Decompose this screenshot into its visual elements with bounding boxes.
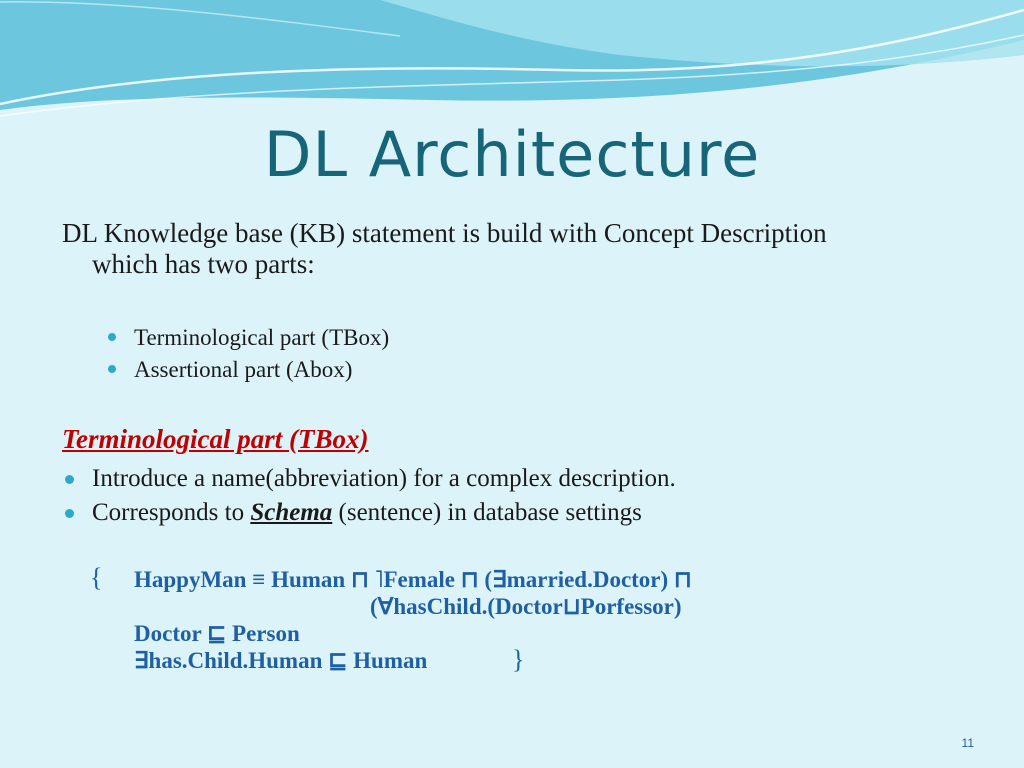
list-item	[108, 322, 389, 354]
list-item	[62, 496, 676, 530]
formula-line-haschild-human: ∃has.Child.Human ⊑ Human	[134, 648, 428, 673]
close-brace: }	[512, 645, 525, 674]
bullet-corresponds-prefix: Corresponds to	[92, 499, 251, 526]
formula-line-happyman: HappyMan ≡ Human ⊓ ˥Female ⊓ (∃married.Doctor) ⊓	[134, 567, 692, 592]
bullet-icon	[108, 365, 116, 373]
bullet-icon	[65, 509, 74, 518]
bullet-corresponds-suffix: (sentence) in database settings	[332, 499, 642, 526]
bullet-introduce-name: Introduce a name(abbreviation) for a complex description.	[92, 465, 676, 492]
bullet-icon	[65, 475, 74, 484]
formula-line-haschild: (∀hasChild.(Doctor⊔Porfessor)	[370, 594, 682, 619]
intro-paragraph: DL Knowledge base (KB) statement is build with Concept Description which has two parts:	[62, 218, 827, 279]
open-brace: {	[90, 563, 103, 592]
decorative-wave-banner	[0, 0, 1024, 130]
slide-title: DL Architecture	[263, 118, 761, 191]
list-item	[108, 354, 389, 386]
part-tbox-label: Terminological part (TBox)	[134, 325, 390, 350]
page-number: 11	[961, 736, 974, 750]
part-abox-label: Assertional part (Abox)	[134, 357, 353, 382]
parts-list	[108, 322, 389, 386]
section-heading-tbox: Terminological part (TBox)	[62, 424, 369, 454]
formula-line-doctor: Doctor ⊑ Person	[134, 621, 300, 646]
bullet-icon	[108, 333, 116, 341]
list-item	[62, 462, 676, 496]
schema-emphasis: Schema	[250, 499, 333, 526]
tbox-bullets	[62, 462, 676, 530]
